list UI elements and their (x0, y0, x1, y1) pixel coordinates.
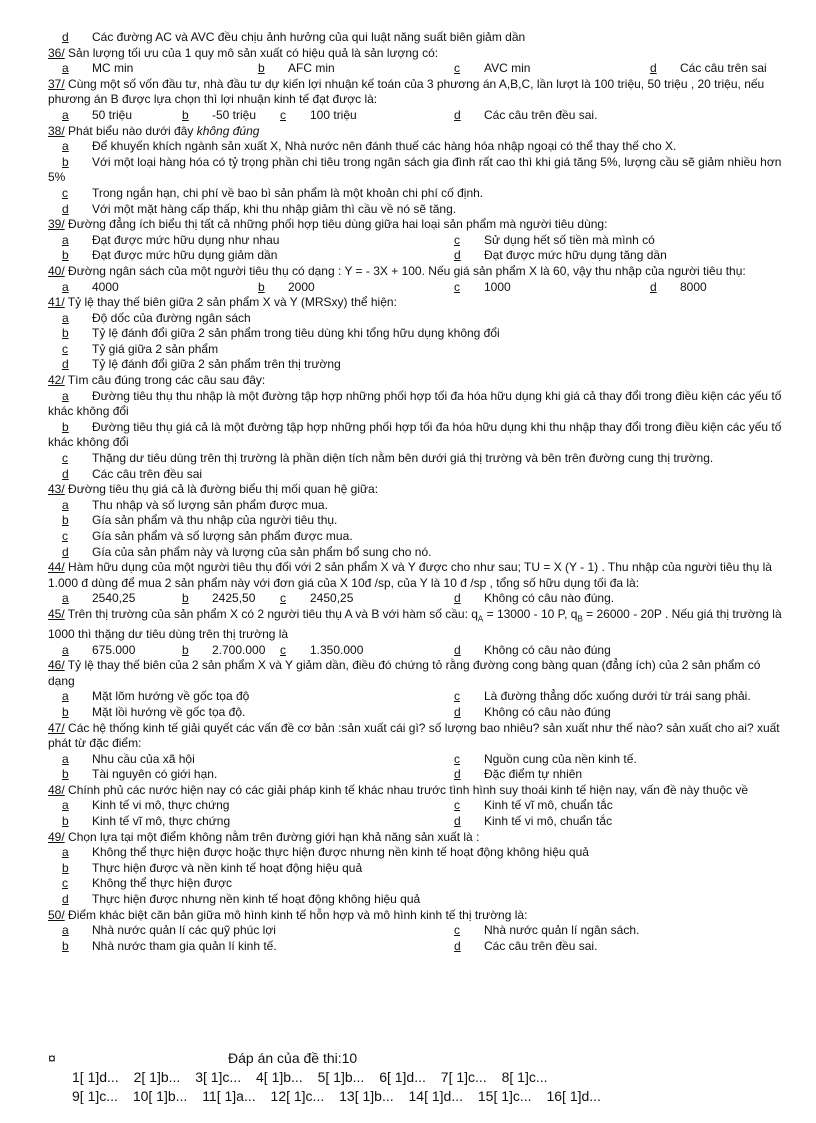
question-45 (48, 607, 784, 643)
option-letter: d (454, 591, 461, 606)
option-letter: b (62, 860, 69, 875)
option-letter: a (62, 232, 69, 247)
option-line (48, 513, 784, 529)
option-letter: d (454, 814, 461, 829)
option-letter: b (62, 938, 69, 953)
option-text: 8000 (680, 279, 707, 294)
option-letter: d (62, 30, 69, 44)
option-line (48, 326, 784, 342)
question-text: Điểm khác biệt căn bản giữa mô hình kinh tế hỗn hợp và mô hình kinh tế thị trường là: (64, 907, 528, 922)
exam-page (48, 30, 784, 954)
option-letter: c (62, 529, 68, 543)
option-text: Với một mặt hàng cấp thấp, khi thu nhập giảm thì cầu về nó sẽ tăng. (92, 201, 457, 216)
question-41 (48, 295, 784, 311)
question-number: 48/ (48, 782, 65, 797)
option-line (48, 892, 784, 908)
answer-item: 14[ 1]d... (408, 1088, 463, 1104)
option-text: Đạt được mức hữu dụng như nhau (92, 232, 280, 247)
question-47 (48, 721, 784, 752)
option-line (48, 705, 784, 721)
question-text: Đường ngân sách của một người tiêu thụ có dạng : Y = - 3X + 100. Nếu giá sản phẩm X là 60, vậy thu nhập của người tiêu thụ: (64, 263, 746, 278)
option-text[interactable]: Đường tiêu thụ thu nhập là một đường tập hợp những phối hợp tối đa hóa hữu dụng khi giá cả thay đổi trong điều kiện các yếu tố khác không đổi (48, 388, 782, 419)
option-text: Đạt được mức hữu dụng tăng dần (484, 248, 667, 263)
question-number: 50/ (48, 907, 65, 922)
subscript: A (477, 614, 484, 624)
question-42 (48, 373, 784, 389)
option-text: 2425,50 (212, 591, 256, 606)
option-letter: d (454, 704, 461, 719)
option-line (48, 248, 784, 264)
question-text: = 26000 - 20P . Nếu giá thị trường là 1000 thì thặng dư tiêu dùng trên thị trường là (48, 606, 782, 641)
question-50 (48, 908, 784, 924)
option-text: Các đường AC và AVC đều chịu ảnh hưởng của qui luật năng suất biên giảm dần (92, 30, 526, 44)
option-text: Độ dốc của đường ngân sách (92, 310, 251, 325)
option-text: 2.700.000 (212, 642, 266, 657)
option-text: -50 triệu (212, 107, 257, 122)
option-letter: a (62, 751, 69, 766)
option-text: Mặt lõm hướng về gốc tọa độ (92, 689, 250, 704)
option-line (48, 861, 784, 877)
option-text: Không có câu nào đúng (484, 642, 611, 657)
question-number: 37/ (48, 76, 65, 91)
option-letter: c (454, 923, 460, 938)
option-letter: d (650, 279, 657, 294)
option-letter: d (62, 466, 69, 481)
option-letter: a (62, 279, 69, 294)
answer-key (48, 1048, 784, 1106)
option-text: Đạt được mức hữu dụng giảm dần (92, 248, 278, 263)
option-text: Các câu trên đều sai. (484, 938, 598, 953)
question-36 (48, 46, 784, 62)
option-line (48, 545, 784, 561)
option-text: Các câu trên đều sai (92, 466, 203, 481)
option-text: Gía của sản phẩm này và lượng của sản phẩm bổ sung cho nó. (92, 544, 432, 559)
option-letter: d (454, 642, 461, 657)
answer-item: 9[ 1]c... (72, 1088, 118, 1104)
option-text: AVC min (484, 61, 531, 76)
option-text: Tỷ lệ đánh đổi giữa 2 sản phẩm trong tiêu dùng khi tổng hữu dụng không đổi (92, 326, 500, 341)
question-text: Phát biểu nào dưới đây (64, 123, 197, 138)
option-text: Kinh tế vĩ mô, thực chứng (92, 814, 231, 829)
question-text: = 13000 - 10 P, q (483, 606, 578, 621)
option-letter: b (182, 107, 189, 122)
question-number: 40/ (48, 263, 65, 278)
option-text: Nhu cầu của xã hội (92, 751, 195, 766)
question-number: 49/ (48, 829, 65, 844)
option-text: Nguồn cung của nền kinh tế. (484, 751, 637, 766)
option-line (48, 845, 784, 861)
option-text: Không có câu nào đúng. (484, 591, 615, 606)
question-text: Chính phủ các nước hiện nay có các giải pháp kinh tế khác nhau trước tình hình suy thoái kinh tế hiện nay, vấn đề này thuộc về (64, 782, 749, 797)
option-text: Các câu trên đều sai. (484, 107, 598, 122)
option-text: MC min (92, 61, 134, 76)
option-line (48, 767, 784, 783)
option-letter: d (454, 107, 461, 122)
option-line (48, 311, 784, 327)
question-text: Tỷ lệ thay thế biên giữa 2 sản phẩm X và Y (MRSxy) thể hiện: (64, 295, 397, 310)
option-text: Sử dụng hết số tiền mà mình có (484, 232, 655, 247)
answer-item: 15[ 1]c... (477, 1088, 532, 1104)
option-text: Không có câu nào đúng (484, 704, 611, 719)
answer-key-header (48, 1048, 784, 1068)
question-39 (48, 217, 784, 233)
answer-item: 12[ 1]c... (270, 1088, 325, 1104)
answer-item: 4[ 1]b... (256, 1069, 303, 1085)
option-letter: b (62, 248, 69, 263)
option-text: 100 triệu (310, 107, 357, 122)
option-line (48, 923, 784, 939)
option-letter: a (62, 310, 69, 325)
option-letter: b (62, 704, 69, 719)
option-text: Tỷ lệ đánh đổi giữa 2 sản phẩm trên thị trường (92, 357, 341, 372)
option-letter: d (454, 767, 461, 782)
option-text: Kinh tế vi mô, chuẩn tắc (484, 814, 613, 829)
answer-key-title: Đáp án của đề thi:10 (228, 1050, 358, 1066)
option-letter: a (62, 61, 69, 76)
question-emphasis: không đúng (196, 123, 260, 138)
option-letter: a (62, 798, 69, 813)
question-number: 46/ (48, 658, 65, 673)
option-letter: a (62, 388, 69, 403)
option-letter: c (280, 642, 286, 657)
question-37 (48, 77, 784, 108)
option-letter: b (62, 767, 69, 782)
option-line (48, 498, 784, 514)
option-letter: a (62, 923, 69, 938)
answer-item: 7[ 1]c... (440, 1069, 487, 1085)
answer-item: 3[ 1]c... (195, 1069, 242, 1085)
option-line (48, 798, 784, 814)
answer-item: 13[ 1]b... (339, 1088, 394, 1104)
option-line (48, 186, 784, 202)
option-text: 2000 (288, 279, 315, 294)
question-number: 41/ (48, 295, 65, 310)
option-line (48, 155, 784, 186)
option-letter: c (280, 591, 286, 606)
option-text: Là đường thẳng dốc xuống dưới từ trái sang phải. (484, 689, 751, 704)
option-line (48, 752, 784, 768)
question-46 (48, 658, 784, 689)
option-letter: c (454, 798, 460, 813)
option-line (48, 357, 784, 373)
option-line (48, 342, 784, 358)
option-letter: c (454, 751, 460, 766)
option-line (48, 139, 784, 155)
option-text: Gía sản phẩm và số lượng sản phẩm được mua. (92, 529, 353, 543)
option-letter: c (62, 185, 68, 200)
option-text: Thực hiện được nhưng nền kinh tế hoạt động không hiệu quả (92, 892, 421, 907)
option-text: Nhà nước quản lí ngân sách. (484, 923, 640, 938)
option-text: 2450,25 (310, 591, 354, 606)
question-49 (48, 830, 784, 846)
option-letter: c (454, 61, 460, 76)
option-text: Gía sản phẩm và thu nhập của người tiêu thụ. (92, 513, 338, 528)
question-text: Sản lượng tối ưu của 1 quy mô sản xuất có hiệu quả là sản lượng có: (64, 45, 439, 60)
option-letter: b (258, 279, 265, 294)
option-letter: d (62, 357, 69, 372)
question-text: Tỷ lệ thay thế biên của 2 sản phẩm X và Y giảm dần, điều đó chứng tỏ rằng đường cong bàng quan (đẳng ích) của 2 sản phẩm có dạng (48, 658, 761, 688)
option-text: Không thể thực hiện được (92, 876, 233, 891)
currency-icon: ¤ (48, 1050, 56, 1066)
option-letter: b (62, 419, 69, 434)
question-48 (48, 783, 784, 799)
question-number: 44/ (48, 560, 65, 575)
option-text: Tỷ giá giữa 2 sản phẩm (92, 341, 219, 356)
option-text: Không thể thực hiện được hoặc thực hiện được nhưng nền kinh tế hoạt động không hiệu quả (92, 845, 589, 860)
option-text: Đặc điểm tự nhiên (484, 767, 583, 782)
option-text: 1000 (484, 279, 511, 294)
option-letter: a (62, 107, 69, 122)
option-text: Để khuyến khích ngành sản xuất X, Nhà nước nên đánh thuế các hàng hóa nhập ngoại có thể thay thế cho X. (92, 139, 677, 154)
option-letter: d (62, 892, 69, 907)
question-text: Đường tiêu thụ giá cả là đường biểu thị mối quan hệ giữa: (64, 482, 379, 497)
option-letter: a (62, 845, 69, 860)
option-line (48, 591, 784, 607)
option-line (48, 643, 784, 659)
option-line (48, 529, 784, 545)
option-line (48, 389, 784, 420)
option-letter: d (62, 201, 69, 216)
question-text: Các hệ thống kinh tế giải quyết các vấn đề cơ bản :sản xuất cái gì? số lượng bao nhiêu? sản xuất như thế nào? sản xuất cho ai? xuất phát từ đặc điểm: (48, 720, 780, 751)
question-text: Trên thị trường của sản phẩm X có 2 người tiêu thụ A và B với hàm số cầu: q (64, 606, 478, 621)
option-text: 50 triệu (92, 107, 133, 122)
option-line (48, 451, 784, 467)
option-letter: d (454, 248, 461, 263)
question-text: Đường đẳng ích biểu thị tất cả những phối hợp tiêu dùng giữa hai loại sản phẩm mà người tiêu dùng: (64, 217, 608, 232)
option-letter: a (62, 591, 69, 606)
option-line (48, 202, 784, 218)
option-line (48, 814, 784, 830)
option-line (48, 108, 784, 124)
option-text: Trong ngắn hạn, chi phí về bao bì sản phẩm là một khoản chi phí cố định. (92, 185, 484, 200)
question-text: Cùng một số vốn đầu tư, nhà đầu tư dự kiến lợi nhuận kế toán của 3 phương án A,B,C, lần lượt là 100 triệu, 50 triệu , 20 triệu, nếu phương án B được lựa chọn thì lợi nhuận kinh tế đạt được là: (48, 76, 765, 107)
option-line (48, 689, 784, 705)
question-38 (48, 124, 784, 140)
option-line (48, 420, 784, 451)
option-letter: b (182, 642, 189, 657)
option-text: 2540,25 (92, 591, 136, 606)
option-text: Các câu trên sai (680, 61, 767, 76)
question-44 (48, 560, 784, 591)
answer-item: 16[ 1]d... (546, 1088, 601, 1104)
answer-item: 5[ 1]b... (317, 1069, 365, 1085)
option-line (48, 233, 784, 249)
answer-item: 11[ 1]a... (202, 1088, 256, 1104)
question-43 (48, 482, 784, 498)
option-letter: d (454, 938, 461, 953)
answer-item: 2[ 1]b... (133, 1069, 181, 1085)
option-letter: a (62, 689, 69, 704)
question-text: Hàm hữu dụng của một người tiêu thụ đối với 2 sản phẩm X và Y được cho như sau; TU = X (Y - 1) . Thu nhập của người tiêu thụ là 1.000 đ dùng để mua 2 sản phẩm này với đơn giá của X 10đ /sp, của Y là 10 đ /sp , tổng số hữu dụng tối đa là: (48, 560, 772, 590)
answer-row (48, 1087, 784, 1106)
question-number: 39/ (48, 217, 65, 232)
option-text: Nhà nước quản lí các quỹ phúc lợi (92, 923, 276, 938)
question-text: Tìm câu đúng trong các câu sau đây: (64, 373, 266, 388)
option-text: Mặt lồi hướng về gốc tọa độ. (92, 704, 246, 719)
option-line (48, 61, 784, 77)
option-text: 675.000 (92, 642, 136, 657)
option-text: 4000 (92, 279, 119, 294)
question-number: 42/ (48, 373, 65, 388)
question-number: 47/ (48, 720, 65, 735)
option-text: Tài nguyên có giới hạn. (92, 767, 218, 782)
answer-item: 10[ 1]b... (132, 1088, 188, 1104)
answer-item: 6[ 1]d... (379, 1069, 426, 1085)
question-number: 36/ (48, 45, 65, 60)
option-line (48, 280, 784, 296)
option-text[interactable]: Với một loại hàng hóa có tỷ trọng phần chi tiêu trong ngân sách gia đình rất cao thì khi giá tăng 5%, lượng cầu sẽ giảm nhiều hơn 5% (48, 154, 782, 185)
option-letter: a (62, 139, 69, 154)
subscript: B (577, 614, 583, 624)
option-text[interactable]: Đường tiêu thụ giá cả là một đường tập hợp những phối hợp tối đa hóa hữu dụng khi thu nhập thay đổi trong điều kiện các yếu tố khác không đổi (48, 419, 782, 450)
option-letter: a (62, 497, 69, 512)
option-letter: c (62, 876, 68, 891)
answer-item: 1[ 1]d... (72, 1069, 119, 1085)
option-text: Thực hiện được và nền kinh tế hoạt động hiệu quả (92, 860, 363, 875)
option-letter: a (62, 642, 69, 657)
option-line (48, 467, 784, 483)
option-letter: d (650, 61, 657, 76)
option-letter: b (182, 591, 189, 606)
option-text: Thu nhập và số lượng sản phẩm được mua. (92, 497, 328, 512)
option-letter: c (62, 451, 68, 466)
option-letter: c (280, 107, 286, 122)
option-letter: b (62, 154, 69, 169)
option-line (48, 876, 784, 892)
option-letter: b (62, 814, 69, 829)
option-text: Kinh tế vi mô, thực chứng (92, 798, 230, 813)
answer-item: 8[ 1]c... (501, 1069, 548, 1085)
option-text: Nhà nước tham gia quản lí kinh tế. (92, 938, 277, 953)
option-letter: b (62, 513, 69, 528)
option-letter: c (62, 341, 68, 356)
question-number: 43/ (48, 482, 65, 497)
option-letter: b (258, 61, 265, 76)
question-number: 45/ (48, 606, 65, 621)
option-text: Kinh tế vĩ mô, chuẩn tắc (484, 798, 613, 813)
option-text: Thặng dư tiêu dùng trên thị trường là phần diện tích nằm bên dưới giá thị trường và bên trên đường cung thị trường. (92, 451, 714, 466)
option-letter: c (454, 689, 460, 704)
question-number: 38/ (48, 123, 65, 138)
option-letter: c (454, 279, 460, 294)
question-text: Chọn lựa tại một điểm không nằm trên đường giới hạn khả năng sản xuất là : (64, 829, 480, 844)
answer-row (48, 1068, 784, 1087)
option-text: 1.350.000 (310, 642, 364, 657)
question-40 (48, 264, 784, 280)
option-line (48, 939, 784, 955)
option-letter: d (62, 544, 69, 559)
option-line (48, 30, 784, 46)
option-text: AFC min (288, 61, 335, 76)
option-letter: b (62, 326, 69, 341)
option-letter: c (454, 232, 460, 247)
